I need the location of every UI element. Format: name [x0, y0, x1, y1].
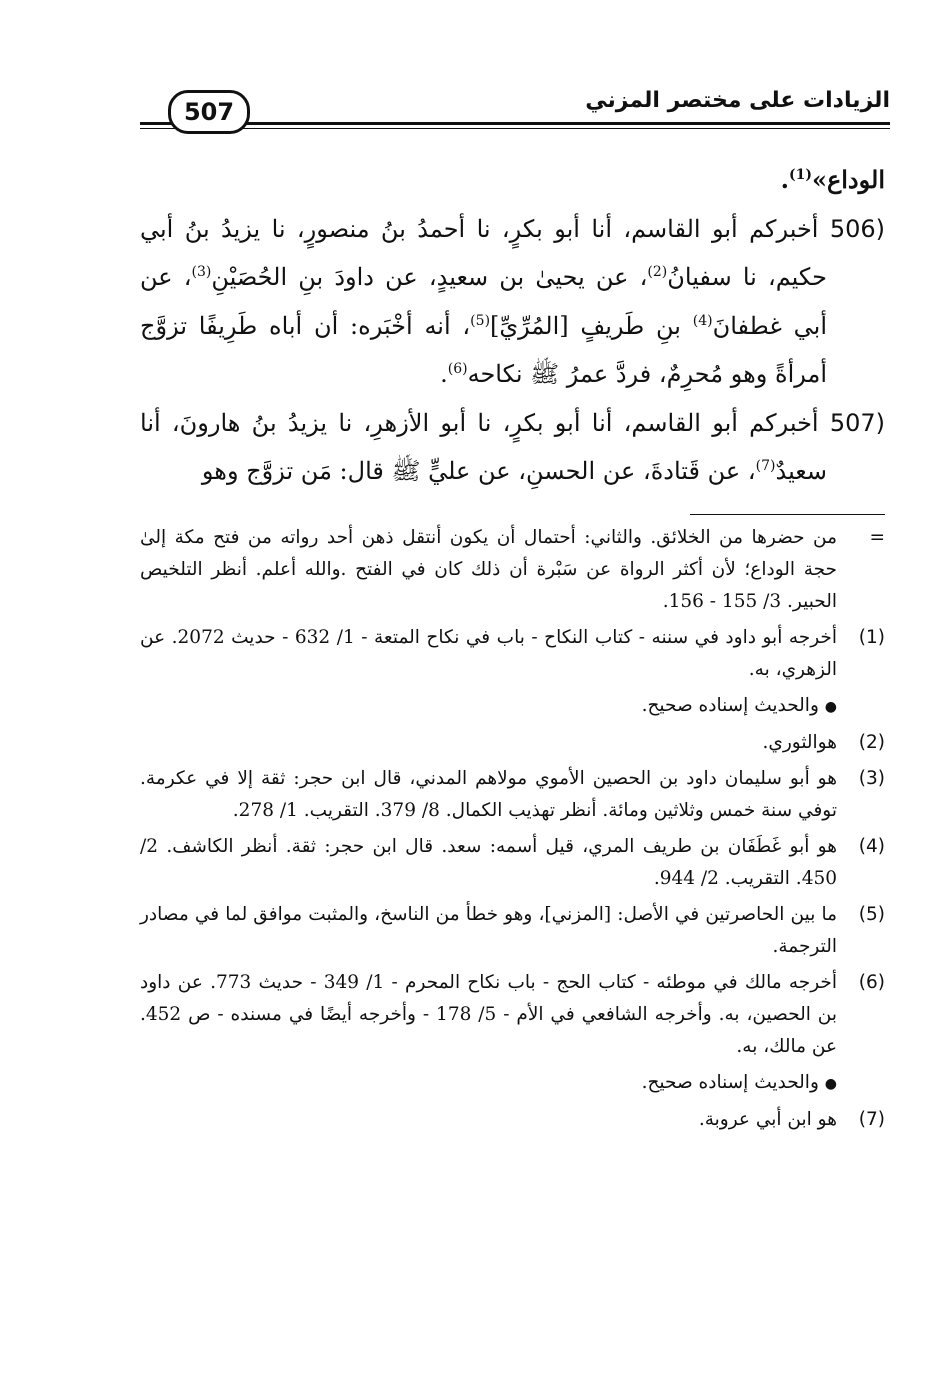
footnote-text: أخرجه مالك في موطئه - كتاب الحج - باب نكاح المحرم - 1/ 349 - حديث 773. عن داود بن الحصين، به. وأخرجه الشافعي في الأم - 5/ 178 - وأخرجه أيضًا في مسنده - ص 452. عن مالك، به.: [140, 972, 837, 1057]
grade-text: والحديث إسناده صحيح.: [641, 695, 819, 716]
footnote-text: هو أبو سليمان داود بن الحصين الأموي مولاهم المدني، قال ابن حجر: ثقة إلا في عكرمة. توفي سنة خمس وثلاثين ومائة. أنظر تهذيب الكمال. 8/ 379. التقريب. 1/ 278.: [140, 768, 837, 821]
page-number: 507: [168, 90, 250, 134]
continuation-end: .: [780, 165, 789, 194]
footnote-ref: (7): [755, 458, 776, 474]
footnote-mark: (7): [858, 1109, 885, 1130]
footnote-ref: (5): [470, 312, 491, 329]
footnote-text: هو أبو غَطَفَان بن طريف المري، قيل أسمه: سعد. قال ابن حجر: ثقة. أنظر الكاشف. 2/ 450. التقريب. 2/ 944.: [140, 836, 837, 889]
hadith-text: بنِ طَريفٍ [المُرِّيِّ]: [490, 311, 693, 340]
grade-text: والحديث إسناده صحيح.: [641, 1072, 819, 1093]
hadith-text: .: [440, 360, 448, 388]
footnote-mark: (5): [858, 904, 885, 925]
header-rule-thick: [140, 122, 890, 125]
footnote-separator: [690, 514, 885, 515]
bullet-icon: ●: [824, 1076, 837, 1092]
hadith-number: 507): [829, 408, 885, 437]
hadith-text: أخبركم أبو القاسم، أنا أبو بكرٍ، نا أبو الأزهرِ، نا يزيدُ بنُ هارونَ، أنا سعيدٌ: [140, 408, 827, 485]
footnote-text: من حضرها من الخلائق. والثاني: أحتمال أن يكون أنتقل ذهن أحد رواته من فتح مكة إلىٰ حجة الوداع؛ لأن أكثر الرواة عن سَبْرة أن ذلك كان في الفتح .والله أعلم. أنظر التلخيص الحبير. 3/ 155 - 156.: [140, 527, 837, 612]
footnote-3: [140, 763, 885, 827]
footnote-6-grade: [140, 1067, 885, 1100]
footnote-text: هو ابن أبي عروبة.: [698, 1109, 837, 1130]
footnote-ref: (1): [788, 167, 812, 183]
footnote-ref: (6): [447, 361, 468, 377]
footnote-ref: (4): [692, 312, 713, 329]
footnote-mark: =: [869, 527, 885, 548]
running-title: الزيادات على مختصر المزني: [577, 88, 890, 113]
hadith-text: أخبركم أبو القاسم، أنا أبو بكرٍ، نا أحمدُ بنُ منصورٍ، نا يزيدُ بنُ أبي حكيم، نا سفيانُ: [140, 214, 827, 291]
footnote-ref: (3): [191, 264, 212, 280]
footnote-5: [140, 899, 885, 963]
hadith-506: [140, 205, 885, 399]
hadith-text: ، عن أبي غطفانَ: [140, 263, 828, 340]
footnote-2: [140, 727, 885, 759]
footnote-mark: (2): [858, 732, 885, 753]
continuation-text: الوداع»: [811, 165, 885, 194]
footnote-1-grade: [140, 690, 885, 723]
footnote-mark: (1): [858, 627, 885, 648]
footnote-text: ما بين الحاصرتين في الأصل: [المزني]، وهو خطأ من الناسخ، والمثبت موافق لما في مصادر الترجمة.: [140, 904, 837, 957]
footnote-mark: (6): [858, 972, 885, 993]
continuation-line: [140, 156, 885, 205]
footnote-text: هوالثوري.: [762, 732, 837, 753]
footnote-6: [140, 967, 885, 1063]
footnote-7: [140, 1104, 885, 1136]
footnotes: [140, 522, 885, 1140]
bullet-icon: ●: [824, 699, 837, 715]
footnote-text: أخرجه أبو داود في سننه - كتاب النكاح - باب في نكاح المتعة - 1/ 632 - حديث 2072. عن الزهري، به.: [140, 627, 837, 680]
footnote-mark: (4): [858, 836, 885, 857]
footnote-ref: (2): [647, 264, 668, 280]
footnote-mark: (3): [858, 768, 885, 789]
footnote-4: [140, 831, 885, 895]
hadith-text: ، أنه أخْبَره: أن أباه طَرِيفًا تزوَّج أمرأةً وهو مُحرِمٌ، فردَّ عمرُ ﷺ نكاحه: [140, 311, 827, 388]
hadith-number: 506): [829, 214, 886, 243]
hadith-text: ، عن قَتادةَ، عن الحسنِ، عن عليٍّ ﷺ قال: مَن تزوَّج وهو: [201, 457, 756, 485]
footnote-carry: [140, 522, 885, 618]
hadith-text: ، عن يحيىٰ بن سعيدٍ، عن داودَ بنِ الحُصَيْنِ: [211, 263, 648, 291]
page-header: [140, 86, 890, 136]
header-rule-thin: [140, 128, 890, 129]
main-text: [140, 156, 885, 496]
hadith-507: [140, 399, 885, 496]
footnote-1: [140, 622, 885, 686]
